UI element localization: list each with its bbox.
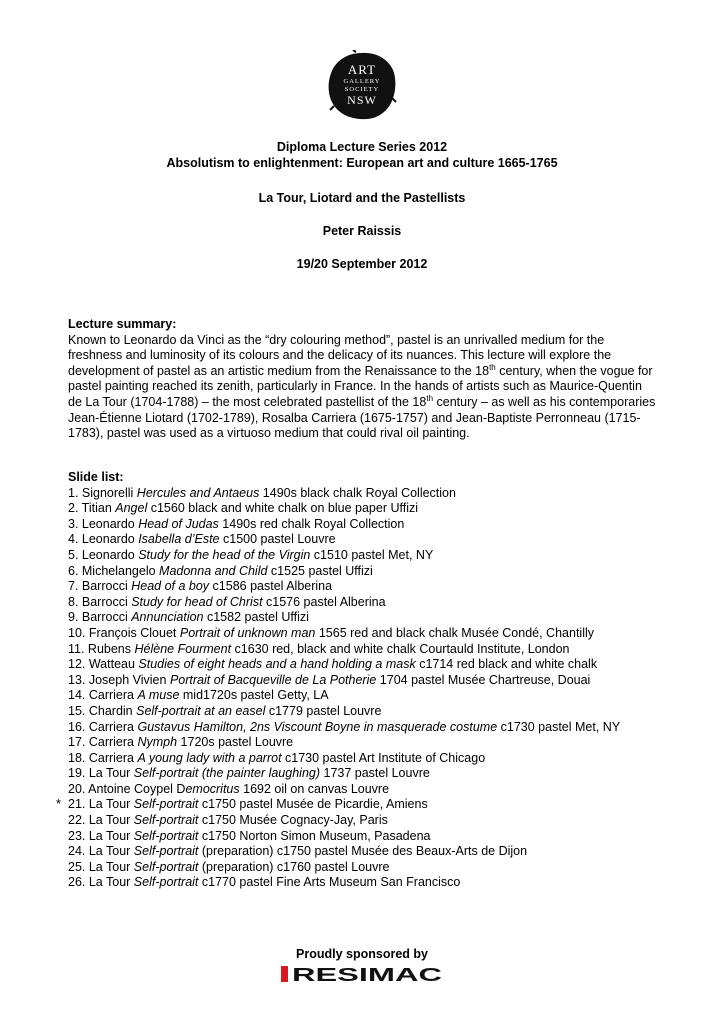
resimac-red-bar bbox=[281, 966, 288, 982]
slide-artist: 21. La Tour bbox=[68, 797, 134, 812]
slide-details: c1576 pastel Alberina bbox=[262, 594, 386, 609]
slide-work-title: Hélène Fourment bbox=[134, 641, 232, 656]
slide-item bbox=[68, 532, 668, 548]
slide-artist: 19. La Tour bbox=[68, 766, 134, 781]
slide-item bbox=[68, 501, 668, 517]
slide-artist: 6. Michelangelo bbox=[68, 563, 160, 578]
slide-work-title: Self-portrait bbox=[133, 859, 199, 874]
slide-work-title: Portrait of Bacqueville de La Potherie bbox=[169, 672, 377, 687]
resimac-logo bbox=[281, 964, 443, 984]
slide-item bbox=[68, 642, 668, 658]
slide-item bbox=[68, 626, 668, 642]
slide-details: c1730 pastel Met, NY bbox=[497, 719, 621, 734]
slide-artist: 14. Carriera bbox=[68, 688, 138, 703]
slide-artist: 2. Titian bbox=[68, 501, 116, 516]
logo-text-0: ART bbox=[347, 62, 377, 77]
sponsor-label: Proudly sponsored by bbox=[296, 947, 428, 961]
slide-work-title: Self-portrait bbox=[133, 875, 199, 890]
slide-artist: 10. François Clouet bbox=[68, 625, 180, 640]
resimac-wordmark: RESIMAC bbox=[292, 965, 442, 984]
slide-work-title: Angel bbox=[115, 501, 148, 516]
slide-details: c1779 pastel Louvre bbox=[265, 703, 382, 718]
slide-artist: 9. Barrocci bbox=[68, 610, 132, 625]
header-block bbox=[0, 139, 724, 171]
slide-item bbox=[68, 548, 668, 564]
slide-details: c1510 pastel Met, NY bbox=[310, 547, 434, 562]
summary-heading: Lecture summary: bbox=[68, 317, 177, 331]
slide-work-title: Self-portrait bbox=[133, 828, 199, 843]
slide-work-title: Annunciation bbox=[131, 610, 204, 625]
slide-details: 1490s red chalk Royal Collection bbox=[218, 516, 405, 531]
slide-item bbox=[68, 704, 668, 720]
slide-item bbox=[56, 797, 668, 813]
slide-artist: 11. Rubens bbox=[68, 641, 135, 656]
slide-details: c1750 pastel Musée de Picardie, Amiens bbox=[198, 797, 428, 812]
slide-details: c1560 black and white chalk on blue paper Uffizi bbox=[147, 501, 419, 516]
slide-work-title: Self-portrait at an easel bbox=[136, 703, 266, 718]
slide-work-title: Hercules and Antaeus bbox=[136, 485, 260, 500]
slide-artist: 17. Carriera bbox=[68, 735, 138, 750]
slide-artist: 3. Leonardo bbox=[68, 516, 139, 531]
slide-work-title: Study for head of Christ bbox=[131, 594, 263, 609]
slide-artist: 26. La Tour bbox=[68, 875, 134, 890]
slide-artist: 18. Carriera bbox=[68, 750, 138, 765]
slide-details: c1582 pastel Uffizi bbox=[203, 610, 309, 625]
slide-item bbox=[68, 875, 668, 891]
slide-list-heading: Slide list: bbox=[68, 470, 124, 484]
slide-details: c1525 pastel Uffizi bbox=[267, 563, 373, 578]
slide-artist: 20. Antoine Coypel D bbox=[68, 781, 186, 796]
art-gallery-society-logo bbox=[326, 50, 398, 122]
slide-details: c1750 Musée Cognacy-Jay, Paris bbox=[198, 813, 388, 828]
slide-item bbox=[68, 813, 668, 829]
summary-sup-2: th bbox=[426, 393, 434, 403]
slide-work-title: Head of Judas bbox=[138, 516, 219, 531]
course-title: Absolutism to enlightenment: European art and culture 1665-1765 bbox=[166, 156, 558, 170]
slide-item bbox=[68, 564, 668, 580]
slide-item bbox=[68, 829, 668, 845]
series-title: Diploma Lecture Series 2012 bbox=[276, 140, 448, 154]
slide-work-title: Isabella d’Este bbox=[138, 532, 220, 547]
logo-text-1: GALLERY bbox=[343, 78, 381, 85]
slide-details: c1730 pastel Art Institute of Chicago bbox=[281, 750, 486, 765]
slide-item bbox=[68, 782, 668, 798]
slide-artist: 24. La Tour bbox=[68, 844, 134, 859]
slide-work-title: Studies of eight heads and a hand holding a mask bbox=[138, 657, 416, 672]
slide-details: c1770 pastel Fine Arts Museum San Francisco bbox=[198, 875, 461, 890]
summary-text bbox=[68, 333, 658, 442]
slide-artist: 22. La Tour bbox=[68, 813, 134, 828]
slide-artist: 25. La Tour bbox=[68, 859, 134, 874]
lecturer-name: Peter Raissis bbox=[322, 224, 402, 238]
slide-work-title: Self-portrait (the painter laughing) bbox=[133, 766, 321, 781]
slide-details: 1737 pastel Louvre bbox=[320, 766, 430, 781]
slide-details: 1692 oil on canvas Louvre bbox=[239, 781, 390, 796]
slide-list bbox=[56, 470, 668, 891]
lecture-date: 19/20 September 2012 bbox=[296, 257, 428, 271]
slide-details: c1630 red, black and white chalk Courtauld Institute, London bbox=[231, 641, 570, 656]
slide-work-title: Self-portrait bbox=[133, 844, 199, 859]
slide-work-title: A muse bbox=[137, 688, 180, 703]
slide-details: (preparation) c1760 pastel Louvre bbox=[198, 859, 390, 874]
slide-artist: 13. Joseph Vivien bbox=[68, 672, 170, 687]
logo-text-3: NSW bbox=[347, 93, 377, 107]
slide-work-title: Self-portrait bbox=[133, 813, 199, 828]
slide-work-title: Nymph bbox=[137, 735, 178, 750]
slide-details: c1586 pastel Alberina bbox=[209, 579, 333, 594]
slide-details: (preparation) c1750 pastel Musée des Beaux-Arts de Dijon bbox=[198, 844, 528, 859]
slide-details: 1704 pastel Musée Chartreuse, Douai bbox=[376, 672, 591, 687]
slide-item bbox=[68, 720, 668, 736]
slide-details: 1720s pastel Louvre bbox=[177, 735, 294, 750]
slide-item bbox=[68, 735, 668, 751]
summary-part-1: Known to Leonardo da Vinci as the “dry colouring method”, pastel is an unrivalled medium for the freshness and luminosity of its colours and the delicacy of its nuances. This lecture will explore the development of pastel as an artistic medium from the Renaissance to the 18 bbox=[68, 332, 612, 378]
slide-item bbox=[68, 517, 668, 533]
slide-artist: 4. Leonardo bbox=[68, 532, 139, 547]
slide-artist: 1. Signorelli bbox=[68, 485, 137, 500]
slide-work-title: Head of a boy bbox=[131, 579, 210, 594]
summary-part-3: century – as well as his contemporaries Jean-Étienne Liotard (1702-1789), Rosalba Carriera (1675-1757) and Jean-Baptiste Perronneau (1715-1783), pastel was used as a virtuoso medium that could rival oil painting. bbox=[68, 394, 656, 441]
slide-marker: * bbox=[56, 797, 61, 812]
slide-details: 1490s black chalk Royal Collection bbox=[259, 485, 456, 500]
slide-item bbox=[68, 579, 668, 595]
slide-details: c1500 pastel Louvre bbox=[219, 532, 336, 547]
slide-work-title: Madonna and Child bbox=[159, 563, 268, 578]
slide-work-title: emocritus bbox=[185, 781, 240, 796]
slide-work-title: Portrait of unknown man bbox=[179, 625, 316, 640]
slide-item bbox=[68, 844, 668, 860]
lecture-title: La Tour, Liotard and the Pastellists bbox=[258, 191, 466, 205]
slide-item bbox=[68, 610, 668, 626]
slide-work-title: A young lady with a parrot bbox=[137, 750, 282, 765]
slide-artist: 12. Watteau bbox=[68, 657, 139, 672]
slide-item bbox=[68, 657, 668, 673]
slide-details: 1565 red and black chalk Musée Condé, Chantilly bbox=[315, 625, 594, 640]
slide-artist: 16. Carriera bbox=[68, 719, 138, 734]
slide-artist: 23. La Tour bbox=[68, 828, 134, 843]
summary-part-2: century, when the vogue for pastel painting reached its zenith, particularly in France. In the hands of artists such as Maurice-Quentin de La Tour (1704-1788) – the most celebrated pastellist of the 18 bbox=[68, 363, 653, 409]
slide-details: mid1720s pastel Getty, LA bbox=[179, 688, 329, 703]
slide-item bbox=[68, 595, 668, 611]
summary-sup-1: th bbox=[489, 362, 496, 372]
slide-artist: 5. Leonardo bbox=[68, 547, 139, 562]
slide-artist: 7. Barrocci bbox=[68, 579, 132, 594]
slide-work-title: Study for the head of the Virgin bbox=[138, 547, 311, 562]
slide-item bbox=[68, 860, 668, 876]
slide-artist: 8. Barrocci bbox=[68, 594, 132, 609]
logo-text-2: SOCIETY bbox=[344, 86, 380, 93]
slide-item bbox=[68, 688, 668, 704]
slide-items bbox=[56, 485, 668, 891]
slide-item bbox=[68, 751, 668, 767]
slide-artist: 15. Chardin bbox=[68, 703, 137, 718]
slide-work-title: Self-portrait bbox=[133, 797, 199, 812]
slide-details: c1750 Norton Simon Museum, Pasadena bbox=[198, 828, 431, 843]
slide-item bbox=[68, 673, 668, 689]
lecture-summary bbox=[68, 317, 658, 442]
slide-details: c1714 red black and white chalk bbox=[415, 657, 598, 672]
slide-item bbox=[68, 766, 668, 782]
slide-item bbox=[68, 486, 668, 502]
slide-work-title: Gustavus Hamilton, 2ns Viscount Boyne in masquerade costume bbox=[137, 719, 498, 734]
